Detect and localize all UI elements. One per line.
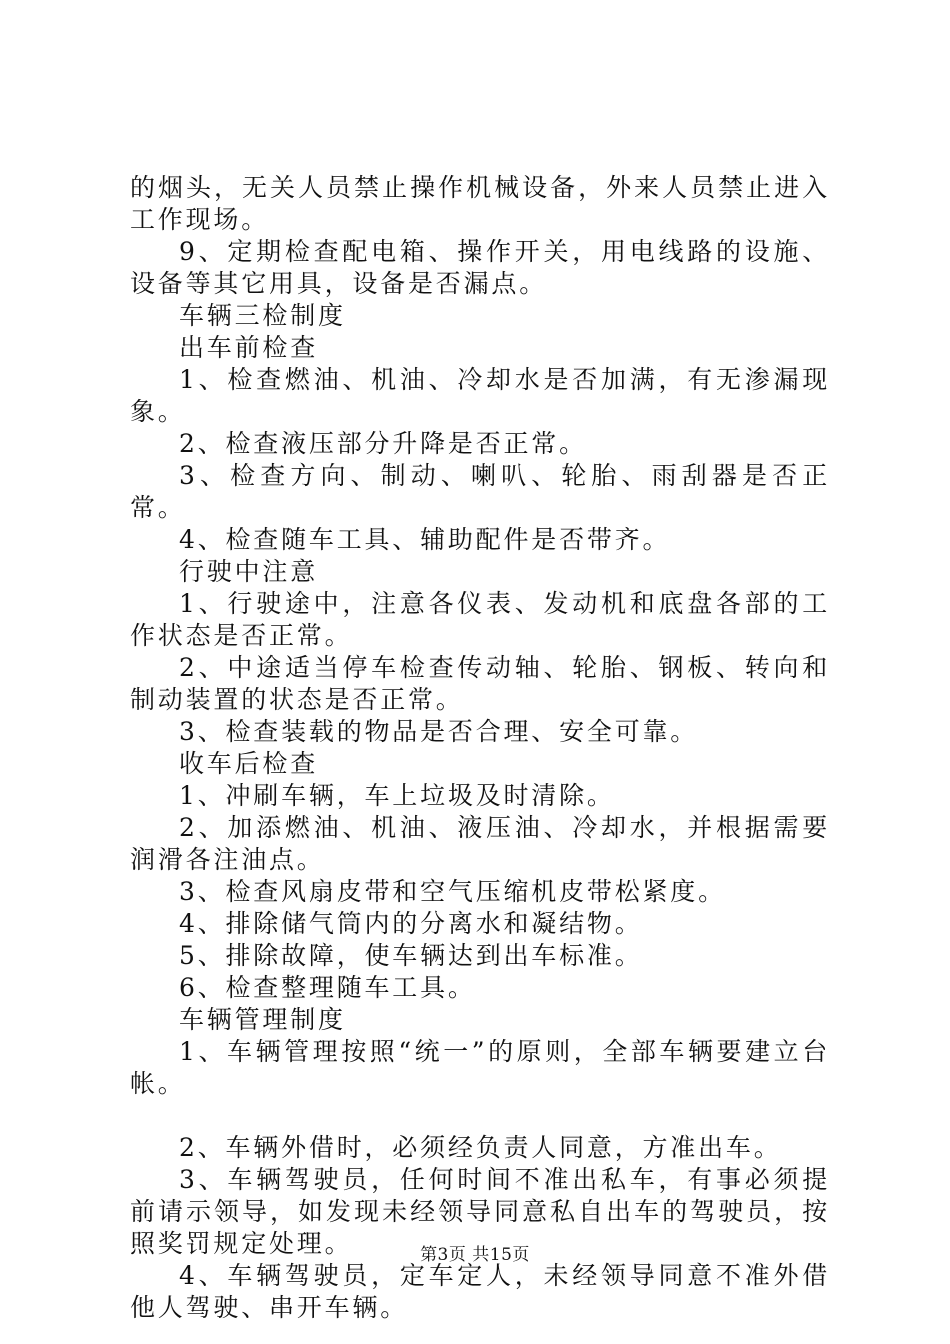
subheading-after-return-check: 收车后检查 [179,749,319,778]
list-item: 2、检查液压部分升降是否正常。 [179,429,587,458]
subheading-pre-departure-check: 出车前检查 [179,333,319,362]
paragraph-item-9: 9、定期检查配电箱、操作开关，用电线路的设施、设备等其它用具，设备是否漏点。 [130,237,830,298]
list-item: 2、中途适当停车检查传动轴、轮胎、钢板、转向和制动装置的状态是否正常。 [130,653,830,714]
list-item: 6、检查整理随车工具。 [179,973,476,1002]
list-item: 3、检查风扇皮带和空气压缩机皮带松紧度。 [179,877,726,906]
list-item: 3、检查装载的物品是否合理、安全可靠。 [179,717,699,746]
list-item: 2、加添燃油、机油、液压油、冷却水，并根据需要润滑各注油点。 [130,813,830,874]
subheading-while-driving: 行驶中注意 [179,557,319,586]
list-item: 4、车辆驾驶员，定车定人，未经领导同意不准外借他人驾驶、串开车辆。 [130,1261,830,1322]
list-item: 5、排除故障，使车辆达到出车标准。 [179,941,643,970]
list-item: 4、排除储气筒内的分离水和凝结物。 [179,909,643,938]
list-item: 3、车辆驾驶员，任何时间不准出私车，有事必须提前请示领导，如发现未经领导同意私自出车的驾驶员，按照奖罚规定处理。 [130,1165,830,1258]
list-item: 1、检查燃油、机油、冷却水是否加满，有无渗漏现象。 [130,365,830,426]
list-item: 2、车辆外借时，必须经负责人同意，方准出车。 [179,1133,782,1162]
paragraph-continuation: 的烟头，无关人员禁止操作机械设备，外来人员禁止进入工作现场。 [130,173,830,234]
page-footer: 第3页 共15页 [420,1245,530,1265]
list-item: 3、检查方向、制动、喇叭、轮胎、雨刮器是否正常。 [130,461,830,522]
list-item: 1、冲刷车辆，车上垃圾及时清除。 [179,781,615,810]
section-heading-vehicle-management: 车辆管理制度 [179,1005,346,1034]
list-item: 1、车辆管理按照“统一”的原则，全部车辆要建立台帐。 [130,1037,830,1098]
list-item: 1、行驶途中，注意各仪表、发动机和底盘各部的工作状态是否正常。 [130,589,830,650]
list-item: 4、检查随车工具、辅助配件是否带齐。 [179,525,671,554]
section-heading-vehicle-three-checks: 车辆三检制度 [179,301,346,330]
document-body [130,172,830,1324]
